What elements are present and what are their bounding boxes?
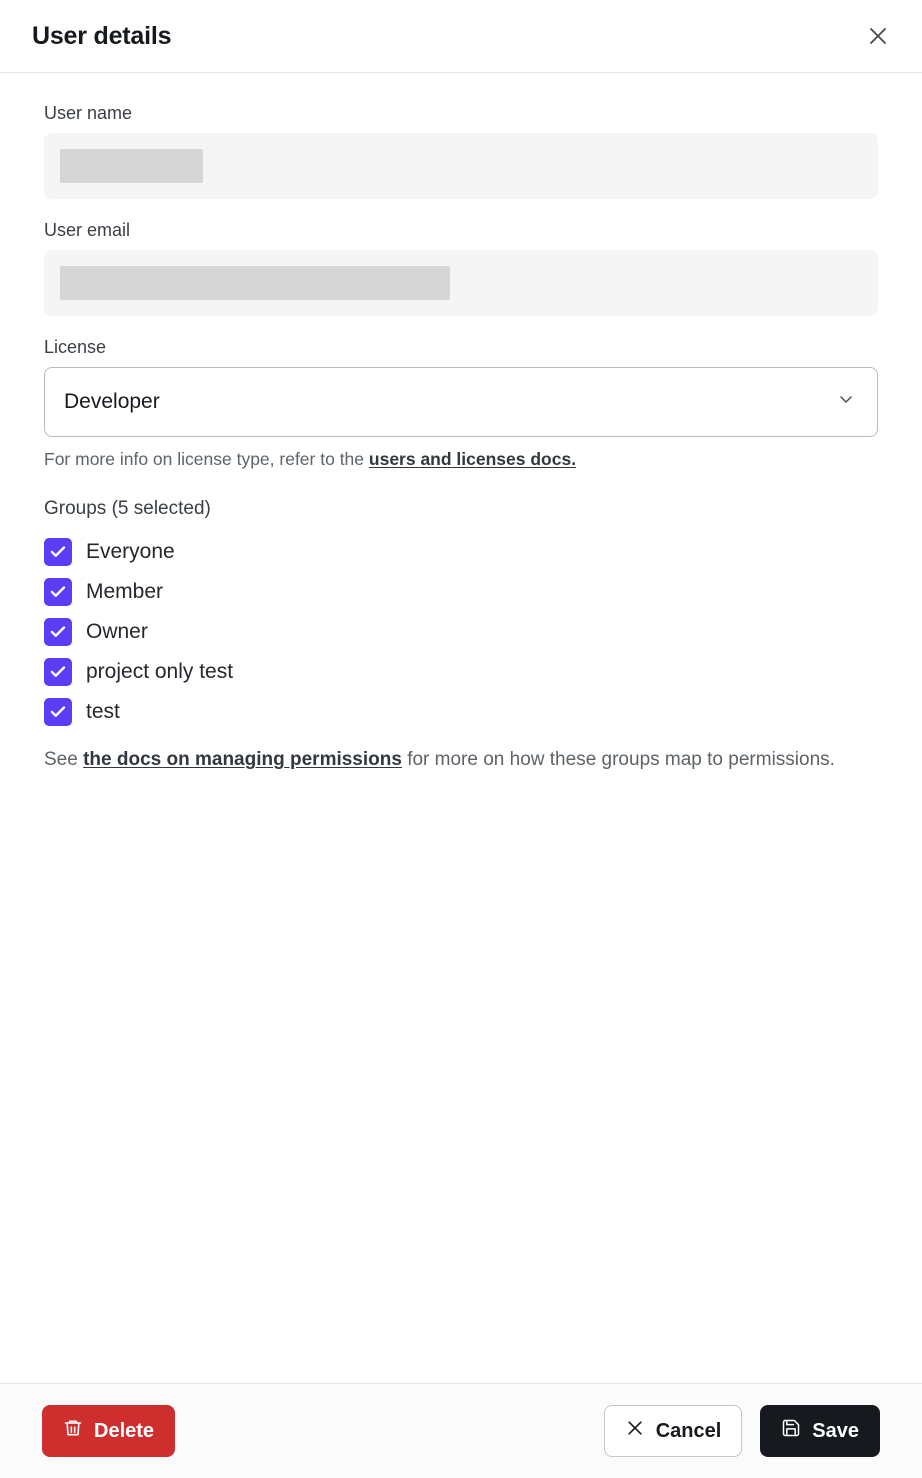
dialog-footer: [0, 1383, 922, 1478]
license-select-wrapper: [44, 367, 878, 437]
delete-button-label: Delete: [94, 1419, 155, 1442]
users-and-licenses-docs-link[interactable]: users and licenses docs.: [368, 449, 577, 469]
dialog-header: [0, 0, 922, 73]
save-button[interactable]: [760, 1405, 880, 1457]
cancel-button[interactable]: [604, 1405, 743, 1457]
groups-note-suffix: for more on how these groups map to permissions.: [401, 749, 835, 771]
group-row[interactable]: [44, 612, 878, 652]
group-label: Everyone: [86, 540, 175, 564]
page-title: User details: [32, 21, 172, 50]
delete-button[interactable]: [42, 1405, 175, 1457]
cancel-button-label: Cancel: [655, 1419, 722, 1442]
license-select[interactable]: Developer: [44, 367, 878, 437]
checkbox-checked-icon[interactable]: [44, 658, 72, 686]
group-row[interactable]: [44, 572, 878, 612]
checkbox-checked-icon[interactable]: [44, 578, 72, 606]
footer-actions: [604, 1405, 880, 1457]
user-name-label: User name: [44, 103, 133, 123]
group-row[interactable]: [44, 652, 878, 692]
user-email-field: [44, 250, 878, 316]
license-helper-prefix: For more info on license type, refer to the: [44, 449, 369, 469]
groups-note-prefix: See: [44, 749, 84, 771]
license-helper-text: [44, 447, 878, 472]
checkbox-checked-icon[interactable]: [44, 618, 72, 646]
groups-note: [44, 746, 878, 775]
managing-permissions-docs-link[interactable]: the docs on managing permissions: [83, 749, 402, 771]
groups-title: Groups (5 selected): [44, 498, 211, 520]
group-label: Owner: [86, 620, 148, 644]
group-label: Member: [86, 580, 164, 604]
save-button-label: Save: [812, 1419, 859, 1442]
user-name-field: [44, 133, 878, 199]
checkbox-checked-icon[interactable]: [44, 538, 72, 566]
dialog-body: [0, 73, 922, 1383]
redacted-user-name: [60, 149, 203, 183]
group-row[interactable]: [44, 692, 878, 732]
save-disk-icon: [781, 1418, 801, 1444]
close-icon[interactable]: [860, 18, 896, 54]
user-email-label: User email: [44, 220, 131, 240]
checkbox-checked-icon[interactable]: [44, 698, 72, 726]
trash-icon: [63, 1418, 83, 1444]
close-icon: [625, 1418, 645, 1444]
group-label: test: [86, 700, 120, 724]
group-row[interactable]: [44, 532, 878, 572]
redacted-user-email: [60, 266, 450, 300]
group-label: project only test: [86, 660, 234, 684]
license-label: License: [44, 337, 107, 357]
